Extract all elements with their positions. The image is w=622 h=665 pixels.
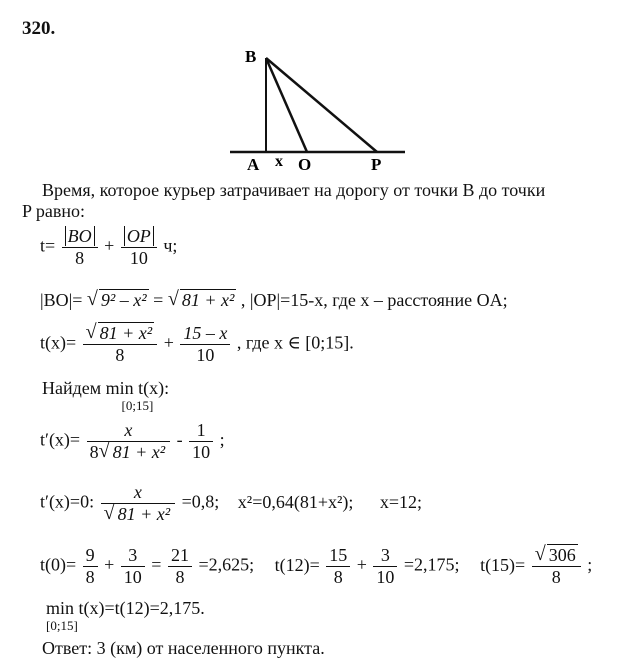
segment-bo — [266, 58, 307, 152]
formula-tx: t(x)= √ 81 + x² 8 + $\frac{15 - x}{10}$ , где x ∈ [0;15]. — [40, 321, 354, 365]
formula-bo: |BO|= √ 9² – x² = √ 81 + x² , |OP|=15-x, где x – расстояние OA; — [40, 288, 508, 310]
answer: Ответ: 3 (км) от населенного пункта. — [42, 638, 325, 658]
label-p: P — [371, 155, 382, 174]
formula-derivative: t′(x)= x 8 √ 81 + x² - $\frac{1}{10}$ ; — [40, 420, 225, 462]
formula-derivative-zero: t′(x)=0: x √ 81 + x² =0,8; x²=0,64(81+x²); x=12; — [40, 482, 423, 524]
final-min: min t(x)=t(12)=2,175. [0;15] — [46, 598, 205, 633]
label-a: A — [247, 155, 260, 174]
find-min: Найдем min t(x): [0;15] — [42, 378, 170, 413]
label-x: x — [275, 153, 283, 170]
segment-bp — [266, 58, 377, 152]
formula-values: t(0)= $\frac{9}{8}$ + $\frac{3}{10}$ = $\frac{21}{8}$ =2,625; t(12)= $\frac{15}{8}$ + $\frac{3}{10}$ =2,175; t(15)= √ 306 8 ; — [40, 543, 593, 587]
formula-t: t= $\frac{BO}{8}$ + $\frac{OP}{10}$ ч; — [40, 226, 178, 268]
label-o: O — [298, 155, 312, 174]
intro-line: Время, которое курьер затрачивает на дорогу от точки B до точки — [42, 180, 546, 200]
intro-line-2: P равно: — [22, 201, 85, 221]
geometry-figure — [225, 40, 410, 176]
problem-number: 320. — [22, 18, 56, 39]
label-b: B — [245, 47, 257, 66]
